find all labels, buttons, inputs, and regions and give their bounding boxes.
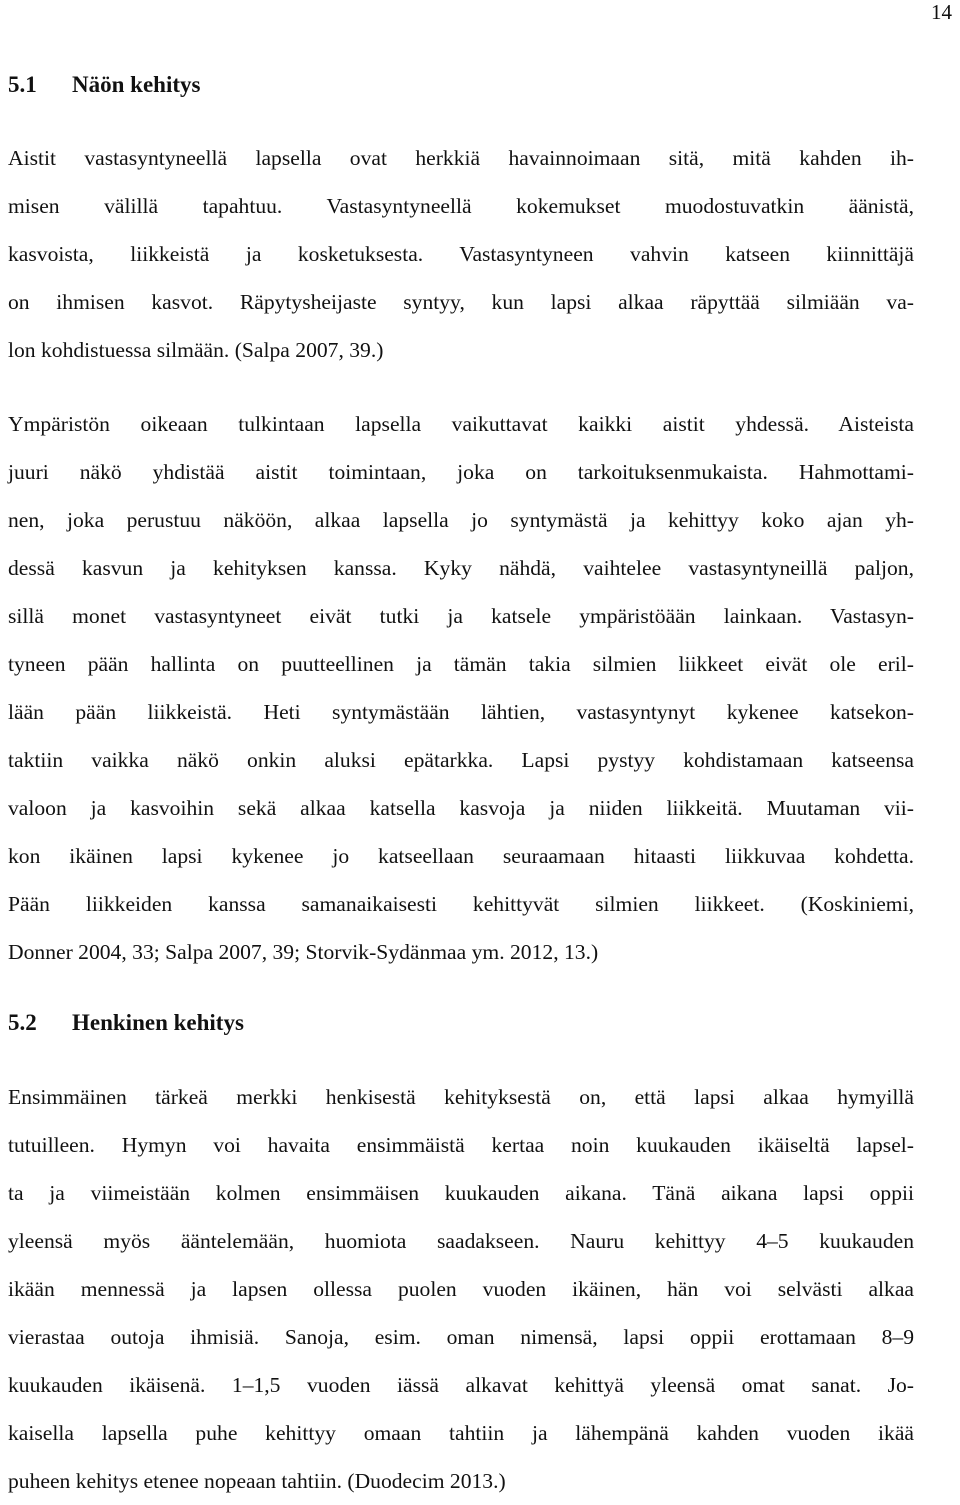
text-line: ikään mennessä ja lapsen ollessa puolen vuoden ikäinen, hän voi selvästi alkaa — [8, 1277, 914, 1301]
text-line: kaisella lapsella puhe kehittyy omaan tahtiin ja lähempänä kahden vuoden ikää — [8, 1421, 914, 1445]
paragraph — [8, 1073, 914, 1505]
text-line: kuukauden ikäisenä. 1–1,5 vuoden iässä alkavat kehittyä yleensä omat sanat. Jo- — [8, 1373, 914, 1397]
section-title: Henkinen kehitys — [72, 1010, 244, 1035]
paragraph — [8, 400, 914, 976]
text-line: Ensimmäinen tärkeä merkki henkisestä kehityksestä on, että lapsi alkaa hymyillä — [8, 1085, 914, 1109]
text-line: Donner 2004, 33; Salpa 2007, 39; Storvik-Sydänmaa ym. 2012, 13.) — [8, 940, 599, 964]
page-number: 14 — [931, 0, 952, 24]
text-line: Ympäristön oikeaan tulkintaan lapsella vaikuttavat kaikki aistit yhdessä. Aisteista — [8, 412, 914, 436]
text-line: on ihmisen kasvot. Räpytysheijaste syntyy, kun lapsi alkaa räpyttää silmiään va- — [8, 290, 914, 314]
text-line: yleensä myös ääntelemään, huomiota saadakseen. Nauru kehittyy 4–5 kuukauden — [8, 1229, 914, 1253]
paragraph — [8, 134, 914, 374]
text-line: nen, joka perustuu näköön, alkaa lapsella jo syntymästä ja kehittyy koko ajan yh- — [8, 508, 914, 532]
section-number: 5.2 — [8, 1010, 37, 1035]
text-line: taktiin vaikka näkö onkin aluksi epätarkka. Lapsi pystyy kohdistamaan katseensa — [8, 748, 914, 772]
text-line: valoon ja kasvoihin sekä alkaa katsella kasvoja ja niiden liikkeitä. Muutaman vii- — [8, 796, 914, 820]
text-line: misen välillä tapahtuu. Vastasyntyneellä kokemukset muodostuvatkin äänistä, — [8, 194, 914, 218]
text-line: ta ja viimeistään kolmen ensimmäisen kuukauden aikana. Tänä aikana lapsi oppii — [8, 1181, 914, 1205]
text-line: vierastaa outoja ihmisiä. Sanoja, esim. oman nimensä, lapsi oppii erottamaan 8–9 — [8, 1325, 914, 1349]
section-heading-5-1 — [8, 71, 200, 99]
text-line: lään pään liikkeistä. Heti syntymästään lähtien, vastasyntynyt kykenee katsekon- — [8, 700, 914, 724]
text-line: kasvoista, liikkeistä ja kosketuksesta. Vastasyntyneen vahvin katseen kiinnittäjä — [8, 242, 914, 266]
section-heading-5-2 — [8, 1009, 244, 1037]
text-line: Aistit vastasyntyneellä lapsella ovat herkkiä havainnoimaan sitä, mitä kahden ih- — [8, 146, 914, 170]
text-line: kon ikäinen lapsi kykenee jo katseellaan seuraamaan hitaasti liikkuvaa kohdetta. — [8, 844, 914, 868]
text-line: lon kohdistuessa silmään. (Salpa 2007, 39.) — [8, 338, 384, 362]
text-line: tyneen pään hallinta on puutteellinen ja tämän takia silmien liikkeet eivät ole eril- — [8, 652, 914, 676]
text-line: sillä monet vastasyntyneet eivät tutki ja katsele ympäristöään lainkaan. Vastasyn- — [8, 604, 914, 628]
text-line: tutuilleen. Hymyn voi havaita ensimmäistä kertaa noin kuukauden ikäiseltä lapsel- — [8, 1133, 914, 1157]
text-line: Pään liikkeiden kanssa samanaikaisesti kehittyvät silmien liikkeet. (Koskiniemi, — [8, 892, 914, 916]
text-line: juuri näkö yhdistää aistit toimintaan, joka on tarkoituksenmukaista. Hahmottami- — [8, 460, 914, 484]
text-line: puheen kehitys etenee nopeaan tahtiin. (Duodecim 2013.) — [8, 1469, 506, 1493]
section-title: Näön kehitys — [72, 72, 201, 97]
text-line: dessä kasvun ja kehityksen kanssa. Kyky nähdä, vaihtelee vastasyntyneillä paljon, — [8, 556, 914, 580]
section-number: 5.1 — [8, 72, 37, 97]
